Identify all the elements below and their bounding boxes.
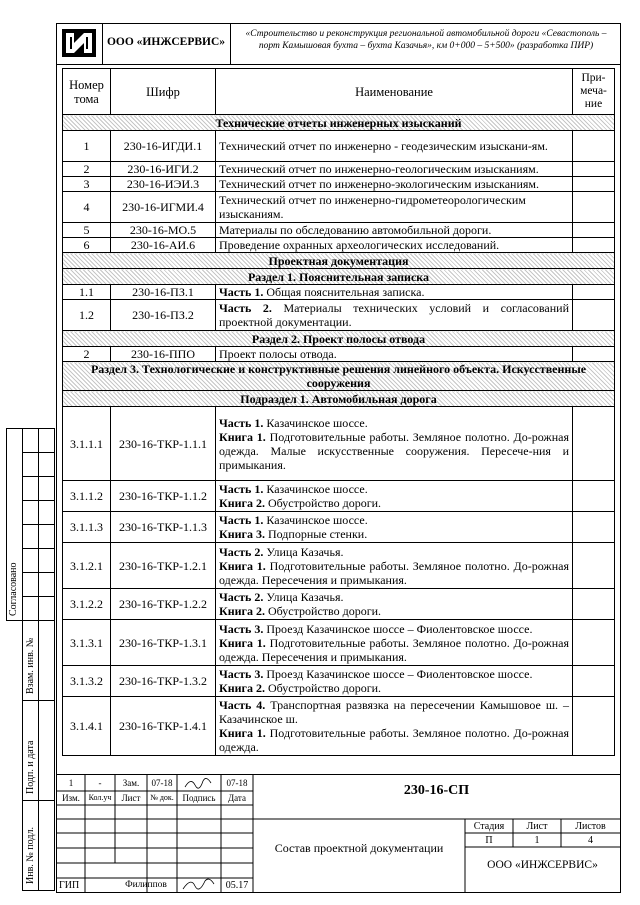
volume-name-text: Обустройство дороги. xyxy=(264,496,382,510)
table-row xyxy=(63,347,615,362)
volume-name-line xyxy=(219,301,569,329)
volume-part-label: Часть 2. xyxy=(219,301,272,315)
volume-number: 1.1 xyxy=(63,285,111,300)
contents-table xyxy=(62,68,615,756)
table-row xyxy=(63,543,615,589)
volume-name-line xyxy=(219,139,569,153)
volume-name xyxy=(216,131,573,162)
volume-name-line xyxy=(219,667,569,681)
volume-number: 5 xyxy=(63,223,111,238)
volume-name-line xyxy=(219,223,569,237)
volume-name-line xyxy=(219,238,569,252)
volume-number: 3.1.2.2 xyxy=(63,589,111,620)
volume-number: 3.1.2.1 xyxy=(63,543,111,589)
table-row xyxy=(63,589,615,620)
volume-name-line xyxy=(219,416,569,430)
volume-code: 230-16-ТКР-1.4.1 xyxy=(111,697,216,756)
volume-name-text: Транспортная развязка на пересечении Камышовое ш. – Казачинское ш. xyxy=(219,698,569,726)
volume-name-text: Технический отчет по инженерно - геодезическим изыскани-ям. xyxy=(219,139,548,153)
rev-izm: 1 xyxy=(68,778,74,788)
table-row xyxy=(63,407,615,481)
volume-code: 230-16-АИ.6 xyxy=(111,238,216,253)
side-label-agreed: Согласовано xyxy=(8,562,19,616)
volume-note xyxy=(573,223,615,238)
volume-code: 230-16-ТКР-1.2.2 xyxy=(111,589,216,620)
side-label-inv-orig: Инв. № подл. xyxy=(25,827,36,884)
volume-code: 230-16-ТКР-1.2.1 xyxy=(111,543,216,589)
volume-name-line xyxy=(219,482,569,496)
volume-part-label: Часть 1. xyxy=(219,513,264,527)
volume-part-label: Часть 4. xyxy=(219,698,266,712)
header-project-title: «Строительство и реконструкция региональной автомобильной дороги «Севастополь – порт Камышовая бухта – бухта Казачья», км 0+000 – 5+500» (разработка ПИР) xyxy=(245,29,607,51)
volume-code: 230-16-ИГИ.2 xyxy=(111,162,216,177)
volume-note xyxy=(573,620,615,666)
volume-name-text: Технический отчет по инженерно-гидрометеорологическим изысканиям. xyxy=(219,193,526,221)
volume-name xyxy=(216,589,573,620)
volume-number: 1 xyxy=(63,131,111,162)
table-row xyxy=(63,192,615,223)
volume-code: 230-16-ТКР-1.3.1 xyxy=(111,620,216,666)
volume-note xyxy=(573,666,615,697)
volume-name-line xyxy=(219,162,569,176)
volume-name xyxy=(216,285,573,300)
organization-name: ООО «ИНЖСЕРВИС» xyxy=(487,859,598,871)
volume-note xyxy=(573,407,615,481)
volume-name-line xyxy=(219,604,569,618)
volume-name-text: Проезд Казачинское шоссе – Фиолентовское шоссе. xyxy=(263,621,533,636)
volume-name-line xyxy=(219,681,569,695)
gip-name: Филиппов xyxy=(125,880,167,890)
volume-name-text: Обустройство дороги. xyxy=(264,681,382,695)
volume-name-text: Улица Казачья. xyxy=(263,544,344,559)
volume-part-label: Часть 1. xyxy=(219,415,264,430)
volume-number: 3.1.1.3 xyxy=(63,512,111,543)
col-header-num: Номер тома xyxy=(63,69,111,115)
volume-name-text: Подготовительные работы. Земляное полотно. До-рожная одежда. Малые искусственные сооружения. Пересече-ния и примыкания. xyxy=(219,429,569,472)
volume-name-text: Проект полосы отвода. xyxy=(219,347,337,361)
volume-part-label: Часть 1. xyxy=(219,285,264,299)
volume-note xyxy=(573,347,615,362)
volume-name-line xyxy=(219,527,569,541)
table-row xyxy=(63,666,615,697)
contents-table-body xyxy=(63,69,615,756)
volume-note xyxy=(573,131,615,162)
side-label-inv-replace: Взам. инв. № xyxy=(25,637,36,694)
volume-note xyxy=(573,697,615,756)
gip-date: 05.17 xyxy=(225,880,249,891)
volume-name-line xyxy=(219,726,569,754)
volume-note xyxy=(573,481,615,512)
volume-name-line xyxy=(219,698,569,726)
volume-code: 230-16-ТКР-1.1.2 xyxy=(111,481,216,512)
gip-role: ГИП xyxy=(59,880,80,891)
volume-name-text: Материалы по обследованию автомобильной дороги. xyxy=(219,223,492,237)
section-row xyxy=(63,391,615,407)
section-title: Раздел 2. Проект полосы отвода xyxy=(63,331,615,347)
table-row xyxy=(63,285,615,300)
label-izm: Изм. xyxy=(62,793,80,803)
volume-name xyxy=(216,481,573,512)
document-title: Состав проектной документации xyxy=(274,841,444,855)
side-label-sign-date: Подп. и дата xyxy=(25,740,36,794)
volume-part-label: Часть 1. xyxy=(219,482,264,496)
volume-note xyxy=(573,238,615,253)
volume-name-text: Подготовительные работы. Земляное полотно. До-рожная одежда. Пересечения и примыкания. xyxy=(219,558,569,587)
document-code: 230-16-СП xyxy=(403,783,470,798)
volume-part-label: Часть 2. xyxy=(219,544,264,559)
table-row xyxy=(63,131,615,162)
volume-name xyxy=(216,407,573,481)
header-divider xyxy=(230,24,231,64)
value-sheet: 1 xyxy=(534,835,540,846)
rev-list: Зам. xyxy=(122,778,140,788)
table-row xyxy=(63,481,615,512)
rev-kol: - xyxy=(98,778,102,788)
volume-name-line xyxy=(219,496,569,510)
volume-number: 2 xyxy=(63,347,111,362)
volume-code: 230-16-ПЗ.1 xyxy=(111,285,216,300)
volume-name-text: Подпорные стенки. xyxy=(264,527,368,541)
table-row xyxy=(63,300,615,331)
table-row xyxy=(63,697,615,756)
volume-name-text: Материалы технических условий и согласований проектной документации. xyxy=(219,301,570,329)
volume-name-text: Обустройство дороги. xyxy=(264,604,382,618)
volume-note xyxy=(573,192,615,223)
label-ndok: № док. xyxy=(150,793,174,802)
volume-name-text: Казачинское шоссе. xyxy=(263,415,368,430)
volume-part-label: Книга 2. xyxy=(219,496,265,510)
volume-code: 230-16-ППО xyxy=(111,347,216,362)
volume-name xyxy=(216,223,573,238)
volume-part-label: Часть 3. xyxy=(219,621,264,636)
volume-name-text: Подготовительные работы. Земляное полотно. До-рожная одежда. xyxy=(219,726,569,754)
volume-number: 1.2 xyxy=(63,300,111,331)
table-row xyxy=(63,620,615,666)
volume-name xyxy=(216,162,573,177)
volume-part-label: Часть 2. xyxy=(219,590,264,604)
col-header-note: При-меча-ние xyxy=(573,69,615,115)
volume-part-label: Часть 3. xyxy=(219,667,264,681)
section-title: Раздел 1. Пояснительная записка xyxy=(63,269,615,285)
section-row xyxy=(63,362,615,391)
volume-note xyxy=(573,285,615,300)
table-row xyxy=(63,223,615,238)
table-header-row xyxy=(63,69,615,115)
volume-number: 3.1.1.1 xyxy=(63,407,111,481)
volume-note xyxy=(573,543,615,589)
volume-name xyxy=(216,177,573,192)
col-header-code: Шифр xyxy=(111,69,216,115)
volume-part-label: Книга 1. xyxy=(219,635,266,650)
volume-note xyxy=(573,162,615,177)
volume-name-text: Проведение охранных археологических исследований. xyxy=(219,238,500,252)
volume-name-line xyxy=(219,347,569,361)
table-row xyxy=(63,512,615,543)
volume-number: 6 xyxy=(63,238,111,253)
volume-code: 230-16-МО.5 xyxy=(111,223,216,238)
volume-note xyxy=(573,300,615,331)
col-header-name: Наименование xyxy=(216,69,573,115)
volume-code: 230-16-ИГДИ.1 xyxy=(111,131,216,162)
volume-name xyxy=(216,300,573,331)
label-sheet: Лист xyxy=(526,821,548,832)
volume-number: 3 xyxy=(63,177,111,192)
volume-name xyxy=(216,347,573,362)
volume-number: 3.1.4.1 xyxy=(63,697,111,756)
volume-note xyxy=(573,177,615,192)
section-row xyxy=(63,331,615,347)
volume-name-line xyxy=(219,430,569,472)
volume-name-line xyxy=(219,590,569,604)
volume-name-text: Технический отчет по инженерно-экологическим изысканиям. xyxy=(219,177,539,191)
title-block xyxy=(57,774,620,893)
volume-number: 2 xyxy=(63,162,111,177)
volume-name xyxy=(216,666,573,697)
volume-name xyxy=(216,697,573,756)
volume-name-line xyxy=(219,622,569,636)
section-title: Проектная документация xyxy=(63,253,615,269)
volume-name xyxy=(216,620,573,666)
volume-number: 3.1.3.2 xyxy=(63,666,111,697)
volume-code: 230-16-ПЗ.2 xyxy=(111,300,216,331)
volume-name xyxy=(216,543,573,589)
volume-code: 230-16-ТКР-1.3.2 xyxy=(111,666,216,697)
volume-note xyxy=(573,512,615,543)
section-row xyxy=(63,253,615,269)
section-row xyxy=(63,115,615,131)
volume-part-label: Книга 2. xyxy=(219,681,265,695)
header-company: ООО «ИНЖСЕРВИС» xyxy=(106,36,226,48)
volume-name-line xyxy=(219,193,569,221)
volume-name-text: Казачинское шоссе. xyxy=(263,482,368,496)
side-stamp xyxy=(6,428,54,891)
section-title: Технические отчеты инженерных изысканий xyxy=(63,115,615,131)
volume-number: 3.1.3.1 xyxy=(63,620,111,666)
volume-number: 4 xyxy=(63,192,111,223)
volume-number: 3.1.1.2 xyxy=(63,481,111,512)
label-sign: Подпись xyxy=(182,793,216,803)
volume-code: 230-16-ТКР-1.1.1 xyxy=(111,407,216,481)
label-kol: Кол.уч xyxy=(88,793,112,802)
volume-name-line xyxy=(219,545,569,559)
table-row xyxy=(63,238,615,253)
value-stage: П xyxy=(485,835,493,846)
table-row xyxy=(63,177,615,192)
header-divider xyxy=(102,24,103,64)
section-title: Подраздел 1. Автомобильная дорога xyxy=(63,391,615,407)
volume-name-text: Улица Казачья. xyxy=(263,590,344,604)
volume-part-label: Книга 2. xyxy=(219,604,265,618)
volume-name-text: Подготовительные работы. Земляное полотно. До-рожная одежда. Пересечения и примыкания. xyxy=(219,635,569,664)
volume-name-text: Проезд Казачинское шоссе – Фиолентовское шоссе. xyxy=(263,667,533,681)
volume-name-line xyxy=(219,513,569,527)
label-date: Дата xyxy=(228,793,246,803)
label-sheets: Листов xyxy=(575,821,606,832)
volume-name-line xyxy=(219,285,569,299)
company-logo-icon xyxy=(62,29,96,57)
volume-part-label: Книга 1. xyxy=(219,558,266,573)
rev-date: 07-18 xyxy=(226,778,248,788)
volume-note xyxy=(573,589,615,620)
section-title: Раздел 3. Технологические и конструктивные решения линейного объекта. Искусственные сооружения xyxy=(63,362,615,391)
volume-name-text: Технический отчет по инженерно-геологическим изысканиям. xyxy=(219,162,539,176)
volume-code: 230-16-ИГМИ.4 xyxy=(111,192,216,223)
volume-name-line xyxy=(219,636,569,664)
volume-name-text: Казачинское шоссе. xyxy=(263,513,368,527)
rev-ndok: 07-18 xyxy=(151,778,173,788)
section-row xyxy=(63,269,615,285)
volume-part-label: Книга 1. xyxy=(219,429,266,444)
volume-name-text: Общая пояснительная записка. xyxy=(263,285,425,299)
volume-name xyxy=(216,192,573,223)
label-stage: Стадия xyxy=(473,821,505,832)
volume-code: 230-16-ИЭИ.3 xyxy=(111,177,216,192)
volume-part-label: Книга 1. xyxy=(219,726,266,740)
value-sheets: 4 xyxy=(588,835,593,846)
volume-part-label: Книга 3. xyxy=(219,527,265,541)
volume-name-line xyxy=(219,177,569,191)
label-list: Лист xyxy=(121,793,141,803)
volume-code: 230-16-ТКР-1.1.3 xyxy=(111,512,216,543)
volume-name xyxy=(216,512,573,543)
volume-name-line xyxy=(219,559,569,587)
volume-name xyxy=(216,238,573,253)
table-row xyxy=(63,162,615,177)
